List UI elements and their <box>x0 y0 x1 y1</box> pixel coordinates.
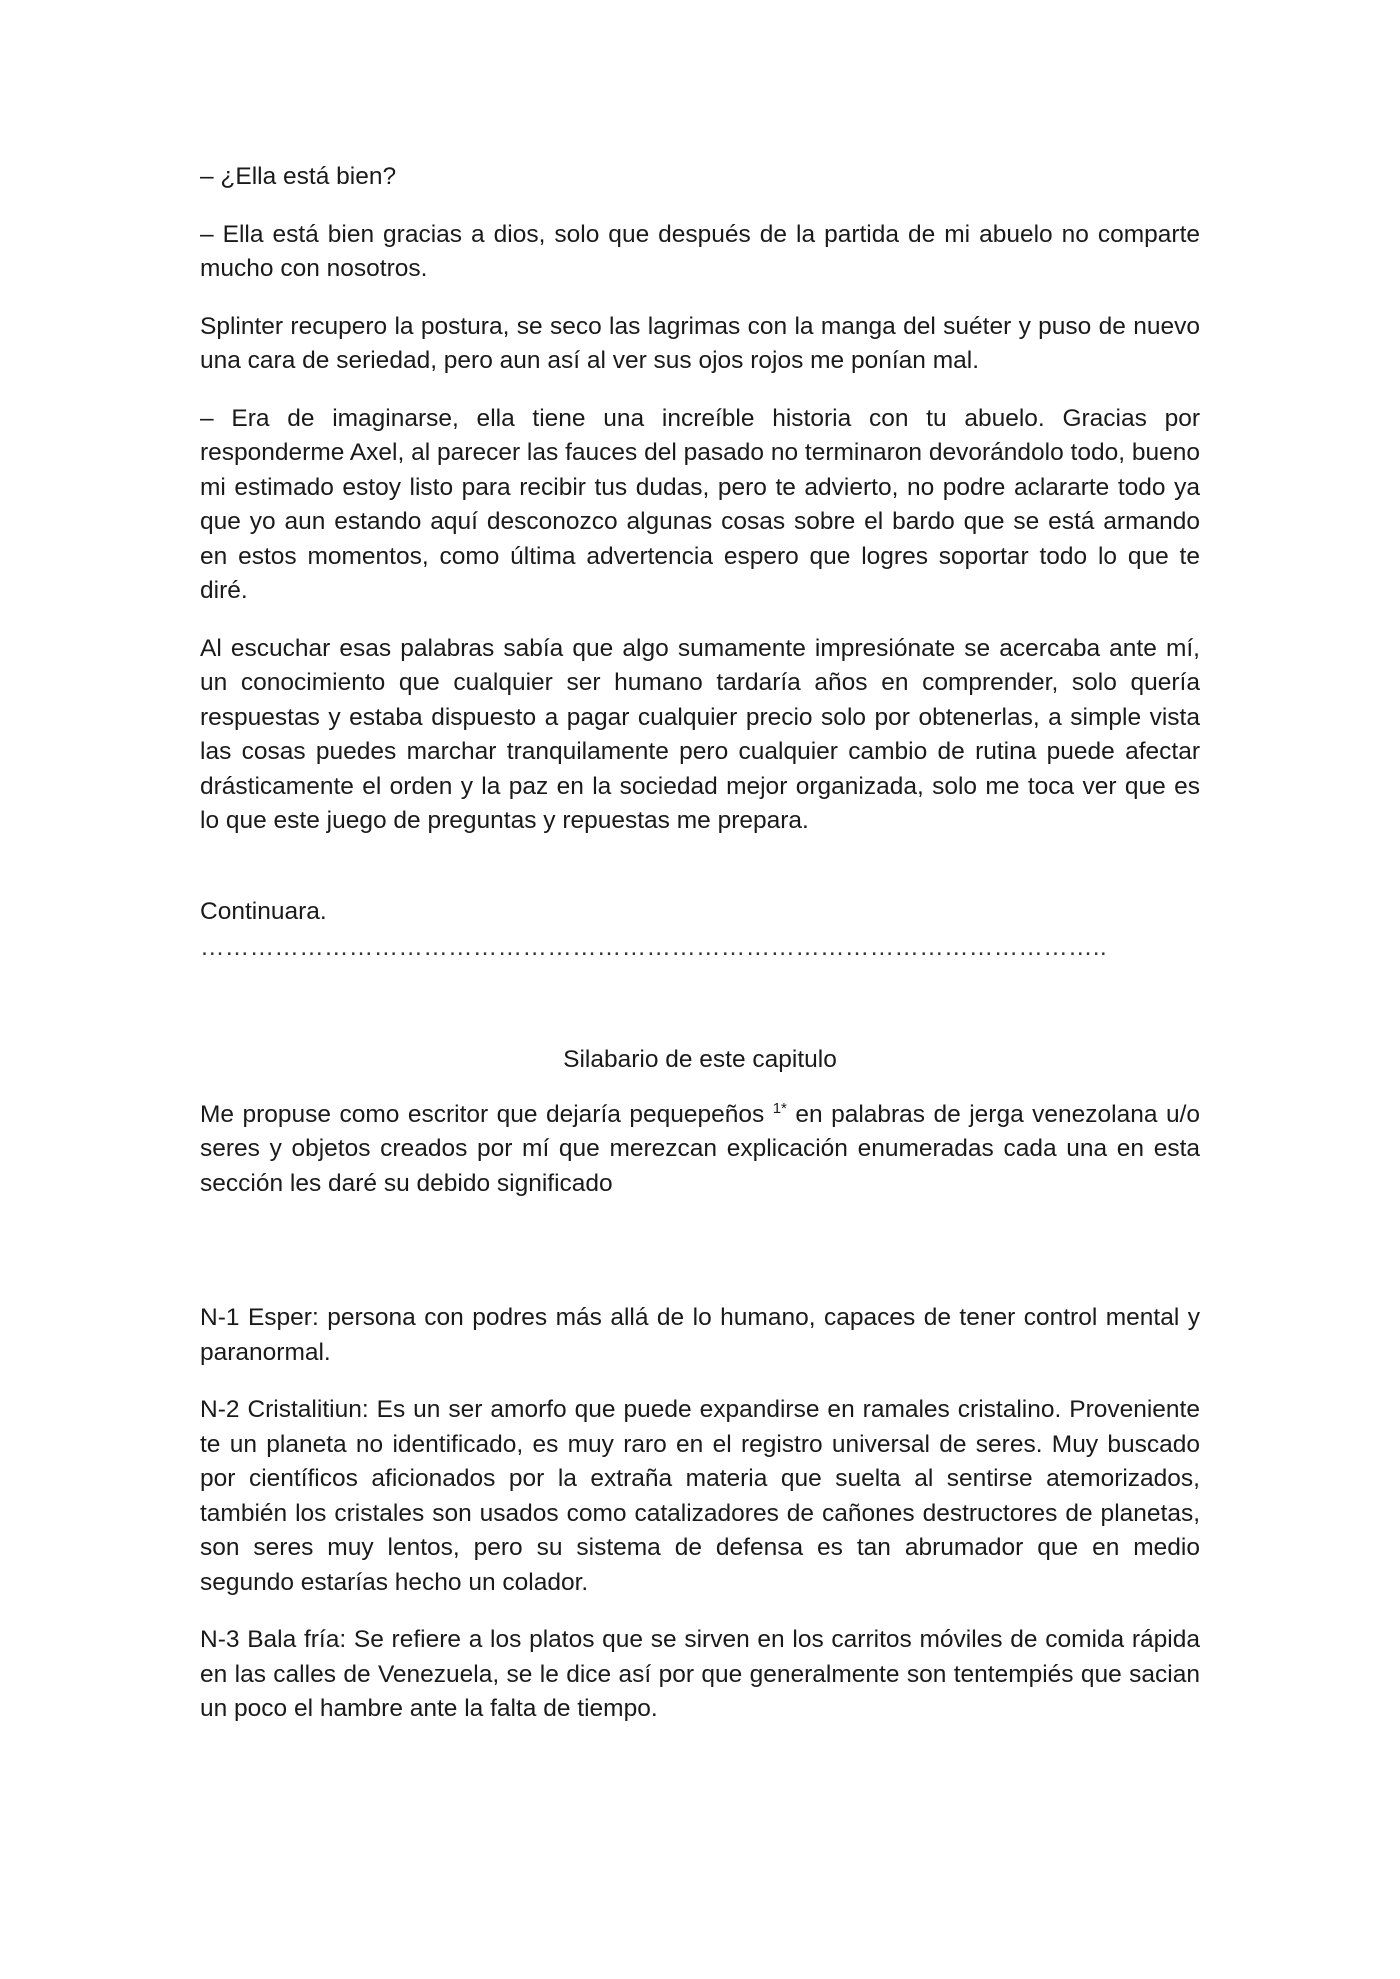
page-content <box>200 160 1200 1750</box>
glossary-entry-n1: N-1 Esper: persona con podres más allá de lo humano, capaces de tener control mental y paranormal. <box>200 1304 1200 1366</box>
glossary-intro-text-after: en palabras de jerga venezolana u/o seres y objetos creados por mí que merezcan explicación enumeradas cada una en esta sección les daré su debido significado <box>200 1100 1200 1197</box>
narration-paragraph-1: Splinter recupero la postura, se seco las lagrimas con la manga del suéter y puso de nuevo una cara de seriedad, pero aun así al ver sus ojos rojos me ponían mal. <box>200 312 1200 374</box>
dialog-line-1: – ¿Ella está bien? <box>200 163 397 190</box>
glossary-intro-text-before: Me propuse como escritor que dejaría pequepeños <box>200 1100 773 1128</box>
dialog-line-3: – Era de imaginarse, ella tiene una increíble historia con tu abuelo. Gracias por responderme Axel, al parecer las fauces del pasado no terminaron devorándolo todo, bueno mi estimado estoy listo para recibir tus dudas, pero te advierto, no podre aclararte todo ya que yo aun estando aquí desconozco algunas cosas sobre el bardo que se está armando en estos momentos, como última advertencia espero que logres soportar todo lo que te diré. <box>200 404 1200 604</box>
narration-paragraph-2: Al escuchar esas palabras sabía que algo sumamente impresiónate se acercaba ante mí, un conocimiento que cualquier ser humano tardaría años en comprender, solo quería respuestas y estaba dispuesto a pagar cualquier precio solo por obtenerlas, a simple vista las cosas puedes marchar tranquilamente pero cualquier cambio de rutina puede afectar drásticamente el orden y la paz en la sociedad mejor organizada, solo me toca ver que es lo que este juego de preguntas y repuestas me prepara. <box>200 634 1200 834</box>
glossary-entry-n2: N-2 Cristalitiun: Es un ser amorfo que puede expandirse en ramales cristalino. Proveniente te un planeta no identificado, es muy raro en el registro universal de seres. Muy buscado por científicos aficionados por la extraña materia que suelta al sentirse atemorizados, también los cristales son usados como catalizadores de cañones destructores de planetas, son seres muy lentos, pero su sistema de defensa es tan abrumador que en medio segundo estarías hecho un colador. <box>200 1396 1200 1596</box>
dialog-line-2: – Ella está bien gracias a dios, solo que después de la partida de mi abuelo no comparte mucho con nosotros. <box>200 220 1200 282</box>
glossary-intro <box>200 1098 1200 1202</box>
glossary-entry-n3: N-3 Bala fría: Se refiere a los platos que se sirven en los carritos móviles de comida rápida en las calles de Venezuela, se le dice así por que generalmente son tentempiés que sacian un poco el hambre ante la falta de tiempo. <box>200 1626 1200 1722</box>
glossary-entries <box>200 1301 1200 1727</box>
dotted-separator: ……………………………………………………………………………………………….. <box>200 934 1108 961</box>
glossary-title: Silabario de este capitulo <box>563 1046 837 1073</box>
footnote-reference: 1* <box>772 1099 787 1117</box>
continuara-label: Continuara. <box>200 897 327 925</box>
